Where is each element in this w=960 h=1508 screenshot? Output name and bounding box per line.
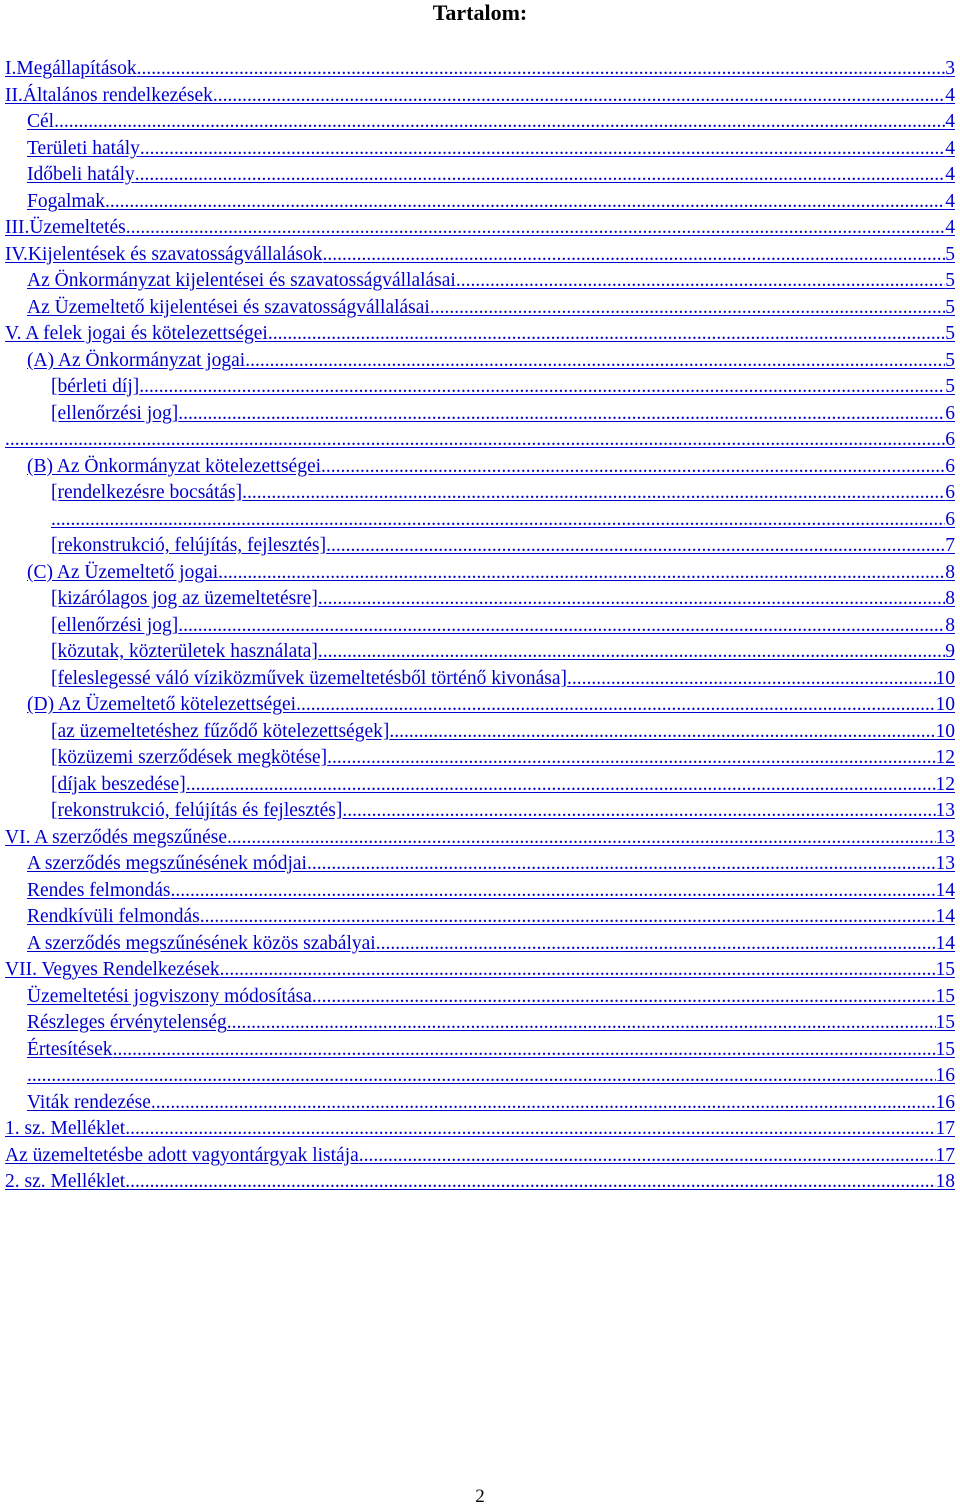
toc-link[interactable] [5,268,955,295]
toc-entry-label: Rendkívüli felmondás [27,906,200,927]
toc-link[interactable] [5,719,955,746]
toc-link[interactable] [5,560,955,587]
dot-leader [456,268,945,295]
toc-entry-label: [díjak beszedése] [51,773,186,795]
toc-entry-page: 14 [935,879,955,901]
toc-entry[interactable] [5,454,955,481]
dot-leader [135,162,945,189]
toc-entry[interactable] [5,1090,955,1117]
dot-leader [125,1169,935,1196]
toc-entry[interactable] [5,878,955,905]
dot-leader [171,878,936,905]
toc-entry-label: [rekonstrukció, felújítás, fejlesztés] [51,535,327,556]
toc-entry-label: Fogalmak [27,190,105,212]
toc-entry[interactable] [5,56,955,83]
toc-link[interactable] [5,321,955,348]
toc-link[interactable] [5,825,955,852]
toc-entry-label: [rendelkezésre bocsátás] [51,482,243,503]
toc-link[interactable] [5,295,955,322]
toc-entry[interactable] [5,427,955,454]
dot-leader [296,692,935,719]
toc-link[interactable] [5,851,955,878]
toc-entry[interactable] [5,825,955,852]
toc-entry[interactable] [5,321,955,348]
toc-entry[interactable] [5,83,955,110]
toc-entry[interactable] [5,719,955,746]
toc-entry[interactable] [5,1116,955,1143]
toc-link[interactable] [5,1090,955,1117]
toc-entry-label: Területi hatály [27,137,140,159]
toc-entry[interactable] [5,1169,955,1196]
toc-entry[interactable] [5,268,955,295]
toc-entry[interactable] [5,666,955,693]
toc-entry[interactable] [5,931,955,958]
toc-entry-label: III.Üzemeltetés [5,217,126,238]
toc-entry-page: 17 [935,1144,955,1166]
toc-entry[interactable] [5,533,955,560]
toc-entry-label: Időbeli hatály [27,164,135,185]
toc-entry-label: [közutak, közterületek használata] [51,641,318,662]
toc-entry-page: 14 [935,906,955,927]
toc-entry-page: 5 [945,349,955,371]
dot-leader [227,1010,936,1037]
dot-leader [54,109,945,136]
toc-entry-page: 16 [935,1091,955,1113]
toc-entry-label: [feleslegessé váló víziközművek üzemeltetésből történő kivonása] [51,667,568,689]
toc-link[interactable] [5,162,955,189]
toc-link[interactable] [5,692,955,719]
toc-entry-label: VI. A szerződés megszűnése [5,826,228,848]
toc-entry-page: 15 [935,1012,955,1033]
toc-link[interactable] [5,586,955,613]
toc-entry-page: 4 [945,111,955,132]
toc-entry-page: 4 [945,190,955,212]
toc-entry-label: (B) Az Önkormányzat kötelezettségei [27,455,322,477]
toc-link[interactable] [5,348,955,375]
toc-link[interactable] [5,1010,955,1037]
toc-entry-label: [ellenőrzési jog] [51,614,179,636]
dot-leader [220,957,936,984]
toc-link[interactable] [5,984,955,1011]
dot-leader [326,533,945,560]
toc-link[interactable] [5,215,955,242]
toc-entry-page: 4 [945,84,955,106]
toc-entry-page: 6 [945,402,955,424]
toc-link[interactable] [5,904,955,931]
toc-entry-label: II.Általános rendelkezések [5,84,213,106]
table-of-contents [5,56,955,1196]
toc-link[interactable] [5,401,955,428]
toc-entry-page: 17 [935,1118,955,1139]
dot-leader [318,639,945,666]
toc-entry-page: 6 [945,482,955,503]
toc-entry-label: A szerződés megszűnésének módjai [27,853,307,874]
toc-entry-page: 15 [935,1038,955,1060]
toc-link[interactable] [5,427,955,454]
toc-entry-label: Viták rendezése [27,1091,151,1113]
toc-entry-label: V. A felek jogai és kötelezettségei [5,323,268,344]
dot-leader [307,851,936,878]
toc-entry[interactable] [5,295,955,322]
toc-entry-page: 3 [945,58,955,79]
toc-entry-label: [bérleti díj] [51,376,140,397]
toc-entry[interactable] [5,586,955,613]
toc-title: Tartalom: [432,0,528,25]
dot-leader [359,1143,936,1170]
dot-leader [113,1037,936,1064]
toc-link[interactable] [5,109,955,136]
dot-leader [27,1063,936,1090]
toc-entry-page: 8 [945,561,955,583]
toc-link[interactable] [5,745,955,772]
toc-entry-page: 6 [945,429,955,450]
toc-entry-page: 10 [935,667,955,689]
toc-entry-page: 5 [945,323,955,344]
dot-leader [186,772,936,799]
toc-entry-label: Értesítések [27,1038,113,1060]
dot-leader [318,586,945,613]
toc-entry[interactable] [5,904,955,931]
toc-entry[interactable] [5,1143,955,1170]
toc-entry[interactable] [5,189,955,216]
dot-leader [200,904,936,931]
toc-link[interactable] [5,613,955,640]
toc-link[interactable] [5,1143,955,1170]
toc-entry-label: [rekonstrukció, felújítás és fejlesztés] [51,800,343,821]
toc-link[interactable] [5,480,955,507]
dot-leader [139,374,945,401]
toc-entry[interactable] [5,374,955,401]
toc-entry-label: 1. sz. Melléklet [5,1118,126,1139]
dot-leader [126,215,946,242]
toc-entry[interactable] [5,242,955,269]
dot-leader [178,401,945,428]
toc-link[interactable] [5,83,955,110]
toc-entry-page: 14 [935,932,955,954]
toc-entry-page: 12 [935,747,955,768]
toc-entry-page: 4 [945,137,955,159]
toc-entry-page: 4 [945,217,955,238]
toc-entry[interactable] [5,798,955,825]
toc-link[interactable] [5,957,955,984]
toc-entry-label: 2. sz. Melléklet [5,1171,126,1192]
dot-leader [5,427,945,454]
toc-entry-page: 15 [935,985,955,1007]
toc-entry-page: 8 [945,614,955,636]
toc-link[interactable] [5,454,955,481]
toc-entry-label: (C) Az Üzemeltető jogai [27,561,219,583]
toc-entry[interactable] [5,745,955,772]
toc-entry[interactable] [5,639,955,666]
toc-link[interactable] [5,533,955,560]
dot-leader [213,83,945,110]
toc-entry[interactable] [5,162,955,189]
toc-link[interactable] [5,189,955,216]
toc-link[interactable] [5,1037,955,1064]
toc-entry-page: 5 [945,243,955,265]
dot-leader [137,56,946,83]
toc-entry[interactable] [5,215,955,242]
toc-entry-label: [ellenőrzési jog] [51,402,179,424]
toc-entry-label: [kizárólagos jog az üzemeltetésre] [51,588,318,609]
toc-entry-label: Cél [27,111,55,132]
toc-entry-page: 7 [945,535,955,556]
toc-entry-label: Az üzemeltetésbe adott vagyontárgyak listája [5,1144,359,1166]
toc-entry[interactable] [5,692,955,719]
toc-entry-label: IV.Kijelentések és szavatosságvállalások [5,243,323,265]
toc-link[interactable] [5,798,955,825]
dot-leader [125,1116,935,1143]
toc-entry[interactable] [5,957,955,984]
toc-link[interactable] [5,56,955,83]
toc-entry-label: Az Önkormányzat kijelentései és szavatosságvállalásai [27,270,456,291]
toc-entry[interactable] [5,984,955,1011]
toc-entry-label: [közüzemi szerződések megkötése] [51,747,328,768]
toc-entry[interactable] [5,109,955,136]
toc-entry[interactable] [5,613,955,640]
toc-entry-page: 10 [935,694,955,715]
page-number: 2 [475,1486,485,1507]
toc-entry[interactable] [5,851,955,878]
toc-entry-page: 13 [935,853,955,874]
dot-leader [323,242,946,269]
toc-link[interactable] [5,931,955,958]
dot-leader [178,613,945,640]
toc-entry-label: A szerződés megszűnésének közös szabályai [27,932,376,954]
toc-entry[interactable] [5,136,955,163]
toc-entry[interactable] [5,560,955,587]
toc-entry-page: 8 [945,588,955,609]
toc-entry[interactable] [5,1063,955,1090]
dot-leader [327,745,935,772]
toc-entry-page: 9 [945,641,955,662]
toc-entry-page: 4 [945,164,955,185]
toc-entry[interactable] [5,348,955,375]
toc-entry-page: 5 [945,296,955,318]
toc-link[interactable] [5,666,955,693]
dot-leader [227,825,935,852]
dot-leader [51,507,945,534]
toc-entry[interactable] [5,1010,955,1037]
toc-entry-page: 16 [935,1065,955,1086]
toc-entry-label: Az Üzemeltető kijelentései és szavatosságvállalásai [27,296,430,318]
toc-entry[interactable] [5,1037,955,1064]
toc-entry[interactable] [5,507,955,534]
dot-leader [430,295,945,322]
dot-leader [376,931,936,958]
toc-entry-page: 6 [945,455,955,477]
toc-entry-page: 6 [945,508,955,530]
toc-entry-label: (A) Az Önkormányzat jogai [27,349,246,371]
toc-entry-label: (D) Az Üzemeltető kötelezettségei [27,694,297,715]
toc-entry[interactable] [5,772,955,799]
dot-leader [321,454,945,481]
toc-link[interactable] [5,374,955,401]
toc-entry-page: 5 [945,270,955,291]
toc-entry-page: 18 [935,1171,955,1192]
toc-link[interactable] [5,639,955,666]
toc-entry-page: 13 [935,826,955,848]
toc-link[interactable] [5,136,955,163]
toc-entry-page: 15 [935,959,955,980]
dot-leader [140,136,945,163]
toc-entry-page: 10 [935,720,955,742]
toc-entry[interactable] [5,401,955,428]
dot-leader [268,321,945,348]
dot-leader [342,798,935,825]
toc-link[interactable] [5,507,955,534]
dot-leader [567,666,935,693]
toc-link[interactable] [5,772,955,799]
dot-leader [245,348,945,375]
toc-entry-page: 13 [935,800,955,821]
toc-entry-page: 12 [935,773,955,795]
toc-entry[interactable] [5,480,955,507]
dot-leader [242,480,945,507]
dot-leader [218,560,945,587]
toc-link[interactable] [5,1063,955,1090]
dot-leader [312,984,936,1011]
toc-link[interactable] [5,1169,955,1196]
toc-link[interactable] [5,1116,955,1143]
toc-entry-label: VII. Vegyes Rendelkezések [5,959,220,980]
toc-entry-label: [az üzemeltetéshez fűződő kötelezettségek] [51,720,390,742]
toc-entry-label: Rendes felmondás [27,879,171,901]
toc-link[interactable] [5,878,955,905]
dot-leader [389,719,935,746]
toc-link[interactable] [5,242,955,269]
toc-entry-label: I.Megállapítások [5,58,137,79]
dot-leader [105,189,945,216]
dot-leader [151,1090,936,1117]
toc-entry-page: 5 [945,376,955,397]
toc-entry-label: Üzemeltetési jogviszony módosítása [27,985,312,1007]
toc-entry-label: Részleges érvénytelenség [27,1012,227,1033]
